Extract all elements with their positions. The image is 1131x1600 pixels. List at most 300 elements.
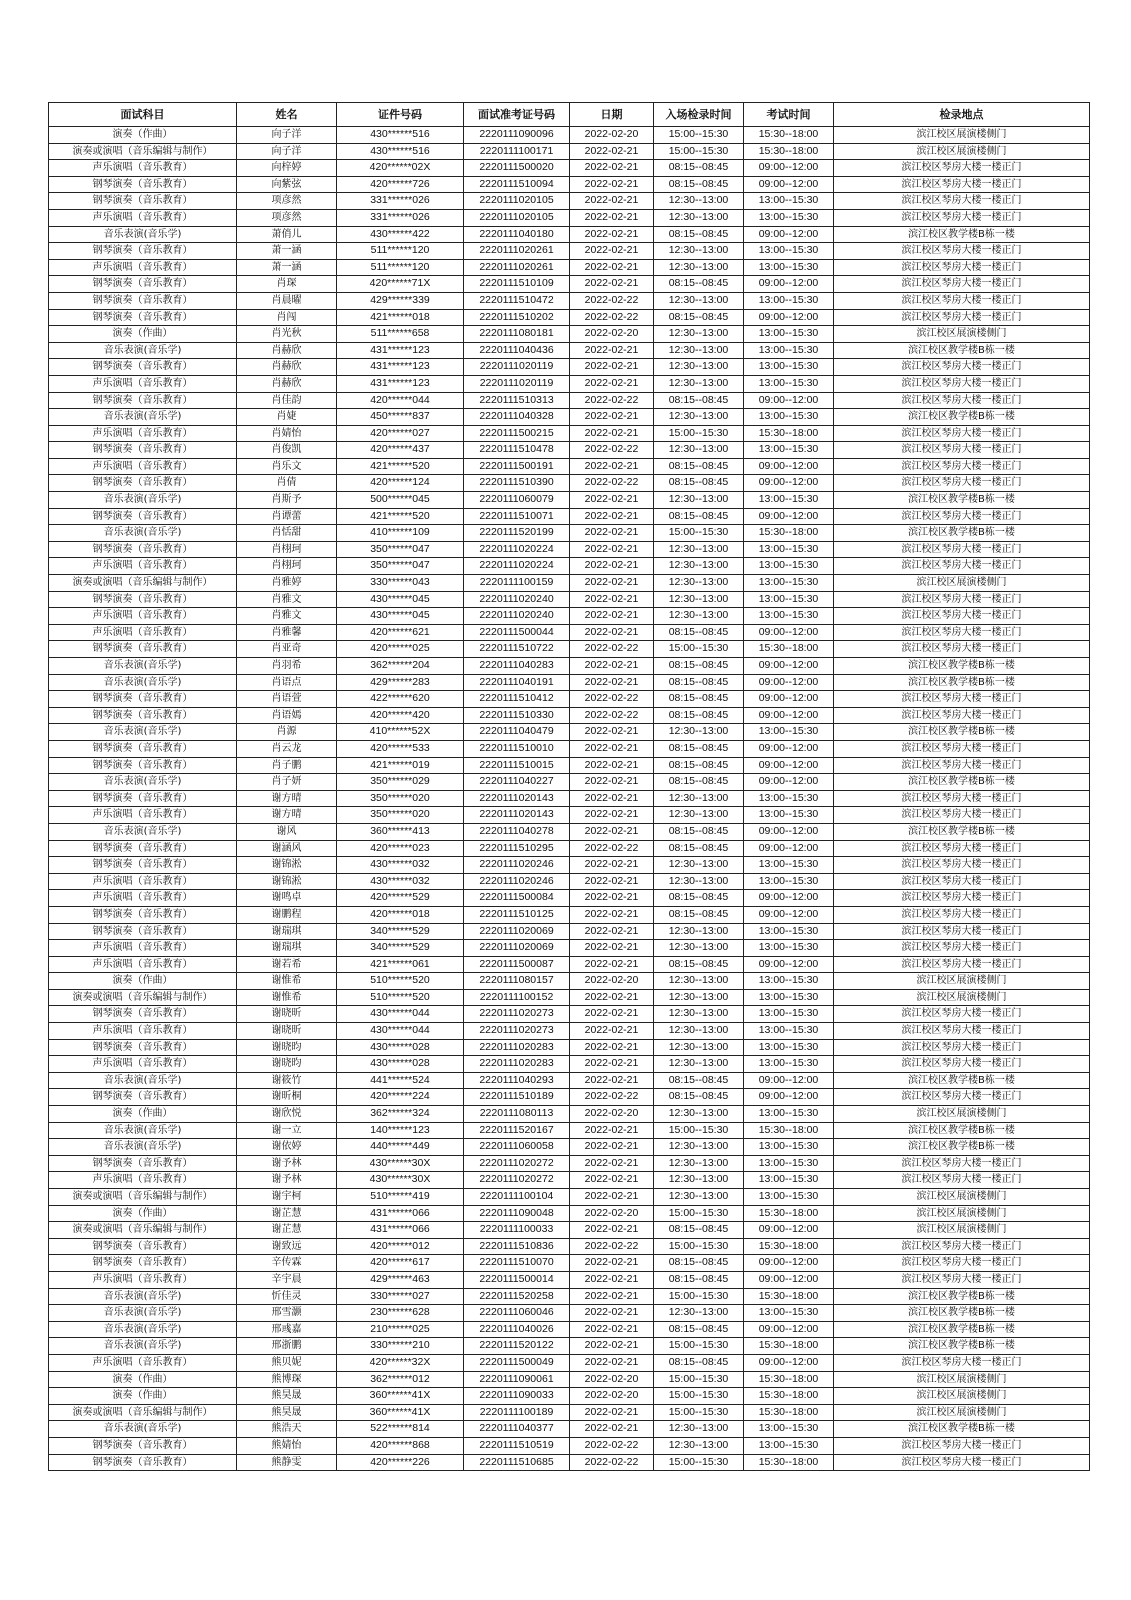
cell-subject: 声乐演唱（音乐教育） xyxy=(49,209,237,226)
table-row xyxy=(49,425,1090,442)
cell-subject: 钢琴演奏（音乐教育） xyxy=(49,176,237,193)
cell-checkin-time: 12:30--13:00 xyxy=(654,243,744,260)
cell-checkin-time: 08:15--08:45 xyxy=(654,906,744,923)
cell-name: 谢风 xyxy=(237,823,337,840)
table-row xyxy=(49,790,1090,807)
cell-ticket-number: 2220111080113 xyxy=(464,1106,570,1123)
cell-checkin-location: 滨江校区琴房大楼一楼正门 xyxy=(834,1089,1090,1106)
cell-checkin-time: 12:30--13:00 xyxy=(654,608,744,625)
cell-subject: 演奏（作曲） xyxy=(49,1106,237,1123)
cell-id-number: 421******061 xyxy=(337,956,464,973)
cell-subject: 钢琴演奏（音乐教育） xyxy=(49,292,237,309)
cell-checkin-time: 15:00--15:30 xyxy=(654,1238,744,1255)
cell-subject: 音乐表演(音乐学) xyxy=(49,674,237,691)
table-row xyxy=(49,575,1090,592)
cell-ticket-number: 2220111060058 xyxy=(464,1139,570,1156)
cell-exam-time: 09:00--12:00 xyxy=(744,956,834,973)
cell-checkin-time: 12:30--13:00 xyxy=(654,1437,744,1454)
cell-subject: 声乐演唱（音乐教育） xyxy=(49,160,237,177)
cell-checkin-time: 12:30--13:00 xyxy=(654,724,744,741)
cell-name: 谢瑞琪 xyxy=(237,923,337,940)
cell-ticket-number: 2220111100189 xyxy=(464,1404,570,1421)
cell-exam-time: 15:30--18:00 xyxy=(744,1404,834,1421)
table-row xyxy=(49,176,1090,193)
cell-exam-time: 13:00--15:30 xyxy=(744,193,834,210)
cell-id-number: 420******420 xyxy=(337,707,464,724)
cell-subject: 音乐表演(音乐学) xyxy=(49,774,237,791)
cell-date: 2022-02-21 xyxy=(570,724,654,741)
cell-ticket-number: 2220111020143 xyxy=(464,807,570,824)
cell-checkin-location: 滨江校区琴房大楼一楼正门 xyxy=(834,1155,1090,1172)
cell-name: 萧一涵 xyxy=(237,259,337,276)
cell-ticket-number: 2220111020224 xyxy=(464,541,570,558)
cell-ticket-number: 2220111510109 xyxy=(464,276,570,293)
cell-exam-time: 09:00--12:00 xyxy=(744,658,834,675)
table-row xyxy=(49,608,1090,625)
cell-exam-time: 13:00--15:30 xyxy=(744,1189,834,1206)
cell-ticket-number: 2220111020119 xyxy=(464,375,570,392)
cell-ticket-number: 2220111510836 xyxy=(464,1238,570,1255)
cell-name: 熊贝妮 xyxy=(237,1354,337,1371)
cell-subject: 钢琴演奏（音乐教育） xyxy=(49,691,237,708)
cell-checkin-location: 滨江校区琴房大楼一楼正门 xyxy=(834,707,1090,724)
cell-exam-time: 13:00--15:30 xyxy=(744,1056,834,1073)
cell-exam-time: 13:00--15:30 xyxy=(744,873,834,890)
cell-exam-time: 09:00--12:00 xyxy=(744,1255,834,1272)
cell-exam-time: 09:00--12:00 xyxy=(744,740,834,757)
cell-checkin-location: 滨江校区琴房大楼一楼正门 xyxy=(834,309,1090,326)
cell-checkin-time: 08:15--08:45 xyxy=(654,956,744,973)
cell-subject: 钢琴演奏（音乐教育） xyxy=(49,1006,237,1023)
cell-checkin-time: 12:30--13:00 xyxy=(654,209,744,226)
cell-date: 2022-02-21 xyxy=(570,757,654,774)
cell-date: 2022-02-22 xyxy=(570,1089,654,1106)
cell-exam-time: 09:00--12:00 xyxy=(744,757,834,774)
table-row xyxy=(49,193,1090,210)
table-row xyxy=(49,1023,1090,1040)
cell-subject: 声乐演唱（音乐教育） xyxy=(49,873,237,890)
cell-checkin-location: 滨江校区教学楼B栋一楼 xyxy=(834,823,1090,840)
cell-exam-time: 09:00--12:00 xyxy=(744,1321,834,1338)
cell-checkin-location: 滨江校区展演楼侧门 xyxy=(834,326,1090,343)
cell-ticket-number: 2220111100152 xyxy=(464,989,570,1006)
cell-date: 2022-02-22 xyxy=(570,707,654,724)
cell-name: 谢晓昕 xyxy=(237,1006,337,1023)
cell-id-number: 420******726 xyxy=(337,176,464,193)
cell-ticket-number: 2220111020240 xyxy=(464,608,570,625)
cell-name: 谢鹏程 xyxy=(237,906,337,923)
cell-ticket-number: 2220111510330 xyxy=(464,707,570,724)
cell-id-number: 430******032 xyxy=(337,857,464,874)
cell-checkin-time: 08:15--08:45 xyxy=(654,1354,744,1371)
table-row xyxy=(49,1106,1090,1123)
cell-subject: 声乐演唱（音乐教育） xyxy=(49,458,237,475)
cell-ticket-number: 2220111090033 xyxy=(464,1388,570,1405)
cell-checkin-time: 12:30--13:00 xyxy=(654,375,744,392)
cell-checkin-time: 12:30--13:00 xyxy=(654,1421,744,1438)
cell-id-number: 330******027 xyxy=(337,1288,464,1305)
cell-name: 肖雅婷 xyxy=(237,575,337,592)
cell-ticket-number: 2220111500020 xyxy=(464,160,570,177)
cell-ticket-number: 2220111100033 xyxy=(464,1222,570,1239)
cell-checkin-time: 12:30--13:00 xyxy=(654,326,744,343)
cell-subject: 钢琴演奏（音乐教育） xyxy=(49,857,237,874)
cell-checkin-location: 滨江校区琴房大楼一楼正门 xyxy=(834,176,1090,193)
cell-ticket-number: 2220111510202 xyxy=(464,309,570,326)
cell-id-number: 420******044 xyxy=(337,392,464,409)
cell-subject: 钢琴演奏（音乐教育） xyxy=(49,475,237,492)
cell-checkin-time: 15:00--15:30 xyxy=(654,1388,744,1405)
cell-date: 2022-02-22 xyxy=(570,442,654,459)
cell-subject: 钢琴演奏（音乐教育） xyxy=(49,359,237,376)
cell-ticket-number: 2220111520122 xyxy=(464,1338,570,1355)
cell-checkin-time: 15:00--15:30 xyxy=(654,525,744,542)
cell-checkin-time: 08:15--08:45 xyxy=(654,691,744,708)
cell-ticket-number: 2220111020261 xyxy=(464,243,570,260)
cell-name: 肖婧怡 xyxy=(237,425,337,442)
cell-id-number: 362******012 xyxy=(337,1371,464,1388)
cell-exam-time: 13:00--15:30 xyxy=(744,1006,834,1023)
cell-checkin-time: 15:00--15:30 xyxy=(654,1454,744,1471)
cell-date: 2022-02-21 xyxy=(570,558,654,575)
cell-id-number: 420******027 xyxy=(337,425,464,442)
cell-date: 2022-02-21 xyxy=(570,740,654,757)
cell-checkin-time: 08:15--08:45 xyxy=(654,840,744,857)
cell-date: 2022-02-21 xyxy=(570,243,654,260)
cell-checkin-time: 15:00--15:30 xyxy=(654,1122,744,1139)
cell-id-number: 420******529 xyxy=(337,890,464,907)
cell-date: 2022-02-21 xyxy=(570,890,654,907)
cell-ticket-number: 2220111500044 xyxy=(464,624,570,641)
cell-checkin-location: 滨江校区琴房大楼一楼正门 xyxy=(834,857,1090,874)
cell-checkin-time: 12:30--13:00 xyxy=(654,989,744,1006)
cell-name: 谢晓昀 xyxy=(237,1056,337,1073)
cell-ticket-number: 2220111510313 xyxy=(464,392,570,409)
cell-subject: 音乐表演(音乐学) xyxy=(49,525,237,542)
cell-name: 谢筱竹 xyxy=(237,1072,337,1089)
cell-subject: 钢琴演奏（音乐教育） xyxy=(49,740,237,757)
cell-checkin-time: 08:15--08:45 xyxy=(654,1255,744,1272)
cell-date: 2022-02-21 xyxy=(570,541,654,558)
cell-date: 2022-02-22 xyxy=(570,292,654,309)
cell-subject: 演奏（作曲） xyxy=(49,1371,237,1388)
cell-name: 谢方晴 xyxy=(237,807,337,824)
cell-exam-time: 13:00--15:30 xyxy=(744,1155,834,1172)
cell-name: 肖婕 xyxy=(237,409,337,426)
cell-id-number: 430******028 xyxy=(337,1056,464,1073)
cell-checkin-location: 滨江校区琴房大楼一楼正门 xyxy=(834,541,1090,558)
cell-name: 谢致远 xyxy=(237,1238,337,1255)
table-row xyxy=(49,873,1090,890)
table-row xyxy=(49,1255,1090,1272)
cell-checkin-time: 08:15--08:45 xyxy=(654,674,744,691)
cell-ticket-number: 2220111520167 xyxy=(464,1122,570,1139)
cell-checkin-time: 12:30--13:00 xyxy=(654,1039,744,1056)
cell-id-number: 210******025 xyxy=(337,1321,464,1338)
cell-checkin-location: 滨江校区琴房大楼一楼正门 xyxy=(834,1271,1090,1288)
cell-name: 肖栩珂 xyxy=(237,558,337,575)
cell-name: 肖晨曜 xyxy=(237,292,337,309)
cell-checkin-location: 滨江校区琴房大楼一楼正门 xyxy=(834,1454,1090,1471)
table-row xyxy=(49,989,1090,1006)
cell-checkin-location: 滨江校区琴房大楼一楼正门 xyxy=(834,923,1090,940)
table-row xyxy=(49,1421,1090,1438)
table-row xyxy=(49,259,1090,276)
cell-checkin-time: 15:00--15:30 xyxy=(654,143,744,160)
cell-checkin-time: 08:15--08:45 xyxy=(654,508,744,525)
cell-name: 肖雅文 xyxy=(237,608,337,625)
cell-id-number: 360******413 xyxy=(337,823,464,840)
cell-subject: 演奏（作曲） xyxy=(49,127,237,144)
cell-checkin-location: 滨江校区琴房大楼一楼正门 xyxy=(834,1023,1090,1040)
cell-date: 2022-02-21 xyxy=(570,1172,654,1189)
table-row xyxy=(49,309,1090,326)
cell-subject: 音乐表演(音乐学) xyxy=(49,1421,237,1438)
cell-ticket-number: 2220111040227 xyxy=(464,774,570,791)
cell-name: 肖光秋 xyxy=(237,326,337,343)
cell-ticket-number: 2220111040180 xyxy=(464,226,570,243)
cell-checkin-time: 12:30--13:00 xyxy=(654,558,744,575)
cell-subject: 声乐演唱（音乐教育） xyxy=(49,1172,237,1189)
cell-id-number: 350******047 xyxy=(337,541,464,558)
cell-date: 2022-02-21 xyxy=(570,492,654,509)
cell-subject: 钢琴演奏（音乐教育） xyxy=(49,757,237,774)
cell-subject: 钢琴演奏（音乐教育） xyxy=(49,1255,237,1272)
cell-subject: 音乐表演(音乐学) xyxy=(49,492,237,509)
cell-name: 肖雅文 xyxy=(237,591,337,608)
cell-date: 2022-02-20 xyxy=(570,1388,654,1405)
cell-checkin-time: 15:00--15:30 xyxy=(654,1371,744,1388)
cell-checkin-location: 滨江校区琴房大楼一楼正门 xyxy=(834,558,1090,575)
cell-subject: 钢琴演奏（音乐教育） xyxy=(49,508,237,525)
cell-id-number: 420******437 xyxy=(337,442,464,459)
cell-checkin-location: 滨江校区教学楼B栋一楼 xyxy=(834,674,1090,691)
table-row xyxy=(49,342,1090,359)
cell-subject: 音乐表演(音乐学) xyxy=(49,1305,237,1322)
cell-checkin-time: 12:30--13:00 xyxy=(654,1023,744,1040)
cell-exam-time: 13:00--15:30 xyxy=(744,541,834,558)
cell-id-number: 420******02X xyxy=(337,160,464,177)
table-row xyxy=(49,591,1090,608)
cell-date: 2022-02-21 xyxy=(570,790,654,807)
cell-ticket-number: 2220111510125 xyxy=(464,906,570,923)
cell-name: 肖佳韵 xyxy=(237,392,337,409)
cell-id-number: 350******020 xyxy=(337,807,464,824)
cell-checkin-time: 08:15--08:45 xyxy=(654,774,744,791)
table-row xyxy=(49,823,1090,840)
header-date: 日期 xyxy=(570,103,654,127)
cell-checkin-time: 08:15--08:45 xyxy=(654,226,744,243)
cell-ticket-number: 2220111060046 xyxy=(464,1305,570,1322)
cell-name: 谢若希 xyxy=(237,956,337,973)
cell-name: 肖赫欣 xyxy=(237,342,337,359)
cell-checkin-location: 滨江校区琴房大楼一楼正门 xyxy=(834,641,1090,658)
cell-exam-time: 15:30--18:00 xyxy=(744,641,834,658)
cell-id-number: 510******520 xyxy=(337,973,464,990)
header-ticket-number: 面试准考证号码 xyxy=(464,103,570,127)
cell-subject: 钢琴演奏（音乐教育） xyxy=(49,923,237,940)
table-row xyxy=(49,1371,1090,1388)
cell-checkin-time: 15:00--15:30 xyxy=(654,1288,744,1305)
cell-checkin-location: 滨江校区琴房大楼一楼正门 xyxy=(834,1056,1090,1073)
cell-subject: 钢琴演奏（音乐教育） xyxy=(49,1454,237,1471)
cell-checkin-location: 滨江校区琴房大楼一楼正门 xyxy=(834,1255,1090,1272)
cell-exam-time: 13:00--15:30 xyxy=(744,1421,834,1438)
cell-id-number: 429******463 xyxy=(337,1271,464,1288)
cell-checkin-location: 滨江校区琴房大楼一楼正门 xyxy=(834,1039,1090,1056)
cell-id-number: 420******124 xyxy=(337,475,464,492)
cell-id-number: 420******32X xyxy=(337,1354,464,1371)
cell-date: 2022-02-22 xyxy=(570,691,654,708)
cell-exam-time: 15:30--18:00 xyxy=(744,143,834,160)
cell-exam-time: 15:30--18:00 xyxy=(744,127,834,144)
cell-subject: 音乐表演(音乐学) xyxy=(49,1321,237,1338)
cell-id-number: 340******529 xyxy=(337,923,464,940)
cell-id-number: 420******617 xyxy=(337,1255,464,1272)
cell-checkin-location: 滨江校区琴房大楼一楼正门 xyxy=(834,442,1090,459)
cell-date: 2022-02-21 xyxy=(570,143,654,160)
cell-date: 2022-02-21 xyxy=(570,1354,654,1371)
table-row xyxy=(49,1155,1090,1172)
cell-checkin-time: 08:15--08:45 xyxy=(654,1321,744,1338)
cell-checkin-time: 15:00--15:30 xyxy=(654,1338,744,1355)
cell-checkin-location: 滨江校区教学楼B栋一楼 xyxy=(834,492,1090,509)
cell-checkin-location: 滨江校区教学楼B栋一楼 xyxy=(834,342,1090,359)
table-row xyxy=(49,442,1090,459)
exam-schedule-table xyxy=(48,102,1090,1471)
cell-exam-time: 13:00--15:30 xyxy=(744,1106,834,1123)
cell-exam-time: 13:00--15:30 xyxy=(744,442,834,459)
cell-checkin-location: 滨江校区教学楼B栋一楼 xyxy=(834,1139,1090,1156)
cell-checkin-time: 12:30--13:00 xyxy=(654,790,744,807)
cell-exam-time: 13:00--15:30 xyxy=(744,1023,834,1040)
cell-subject: 演奏或演唱（音乐编辑与制作） xyxy=(49,1189,237,1206)
cell-subject: 钢琴演奏（音乐教育） xyxy=(49,1089,237,1106)
cell-subject: 演奏或演唱（音乐编辑与制作） xyxy=(49,989,237,1006)
cell-checkin-time: 12:30--13:00 xyxy=(654,1305,744,1322)
cell-ticket-number: 2220111510189 xyxy=(464,1089,570,1106)
cell-name: 谢锦淞 xyxy=(237,873,337,890)
cell-date: 2022-02-21 xyxy=(570,359,654,376)
cell-subject: 钢琴演奏（音乐教育） xyxy=(49,906,237,923)
table-row xyxy=(49,1122,1090,1139)
cell-subject: 演奏或演唱（音乐编辑与制作） xyxy=(49,1222,237,1239)
cell-subject: 钢琴演奏（音乐教育） xyxy=(49,442,237,459)
cell-ticket-number: 2220111020273 xyxy=(464,1006,570,1023)
table-row xyxy=(49,691,1090,708)
table-row xyxy=(49,1072,1090,1089)
cell-id-number: 330******210 xyxy=(337,1338,464,1355)
cell-subject: 声乐演唱（音乐教育） xyxy=(49,807,237,824)
cell-name: 向梓婷 xyxy=(237,160,337,177)
cell-subject: 声乐演唱（音乐教育） xyxy=(49,1023,237,1040)
cell-date: 2022-02-21 xyxy=(570,375,654,392)
cell-subject: 钢琴演奏（音乐教育） xyxy=(49,1238,237,1255)
cell-date: 2022-02-21 xyxy=(570,923,654,940)
cell-subject: 声乐演唱（音乐教育） xyxy=(49,1056,237,1073)
cell-checkin-location: 滨江校区展演楼侧门 xyxy=(834,1371,1090,1388)
cell-subject: 钢琴演奏（音乐教育） xyxy=(49,309,237,326)
cell-checkin-location: 滨江校区展演楼侧门 xyxy=(834,1189,1090,1206)
cell-exam-time: 09:00--12:00 xyxy=(744,1354,834,1371)
cell-checkin-location: 滨江校区展演楼侧门 xyxy=(834,989,1090,1006)
cell-checkin-location: 滨江校区琴房大楼一楼正门 xyxy=(834,193,1090,210)
cell-ticket-number: 2220111500191 xyxy=(464,458,570,475)
cell-name: 忻佳灵 xyxy=(237,1288,337,1305)
cell-checkin-time: 08:15--08:45 xyxy=(654,176,744,193)
cell-name: 肖亚奇 xyxy=(237,641,337,658)
cell-date: 2022-02-21 xyxy=(570,608,654,625)
cell-checkin-location: 滨江校区琴房大楼一楼正门 xyxy=(834,873,1090,890)
cell-name: 谢宇柯 xyxy=(237,1189,337,1206)
cell-checkin-time: 12:30--13:00 xyxy=(654,940,744,957)
table-row xyxy=(49,1089,1090,1106)
table-row xyxy=(49,890,1090,907)
cell-ticket-number: 2220111500049 xyxy=(464,1354,570,1371)
table-row xyxy=(49,143,1090,160)
cell-checkin-location: 滨江校区琴房大楼一楼正门 xyxy=(834,458,1090,475)
cell-checkin-time: 12:30--13:00 xyxy=(654,342,744,359)
cell-subject: 声乐演唱（音乐教育） xyxy=(49,956,237,973)
table-row xyxy=(49,541,1090,558)
cell-subject: 音乐表演(音乐学) xyxy=(49,1338,237,1355)
table-row xyxy=(49,458,1090,475)
cell-subject: 音乐表演(音乐学) xyxy=(49,1139,237,1156)
cell-checkin-time: 12:30--13:00 xyxy=(654,492,744,509)
table-row xyxy=(49,674,1090,691)
table-row xyxy=(49,807,1090,824)
cell-name: 肖赫欣 xyxy=(237,359,337,376)
cell-id-number: 430******045 xyxy=(337,591,464,608)
cell-checkin-location: 滨江校区展演楼侧门 xyxy=(834,1222,1090,1239)
cell-ticket-number: 2220111510685 xyxy=(464,1454,570,1471)
cell-date: 2022-02-21 xyxy=(570,956,654,973)
cell-ticket-number: 2220111510070 xyxy=(464,1255,570,1272)
cell-checkin-location: 滨江校区琴房大楼一楼正门 xyxy=(834,807,1090,824)
table-row xyxy=(49,906,1090,923)
cell-id-number: 420******621 xyxy=(337,624,464,641)
cell-id-number: 511******658 xyxy=(337,326,464,343)
cell-subject: 钢琴演奏（音乐教育） xyxy=(49,641,237,658)
cell-name: 谢予林 xyxy=(237,1172,337,1189)
cell-checkin-time: 12:30--13:00 xyxy=(654,1006,744,1023)
cell-date: 2022-02-22 xyxy=(570,475,654,492)
cell-checkin-time: 08:15--08:45 xyxy=(654,1089,744,1106)
cell-ticket-number: 2220111510071 xyxy=(464,508,570,525)
cell-checkin-time: 08:15--08:45 xyxy=(654,1072,744,1089)
cell-checkin-time: 12:30--13:00 xyxy=(654,1172,744,1189)
cell-ticket-number: 2220111040377 xyxy=(464,1421,570,1438)
cell-name: 肖栩珂 xyxy=(237,541,337,558)
cell-exam-time: 13:00--15:30 xyxy=(744,492,834,509)
cell-date: 2022-02-21 xyxy=(570,857,654,874)
cell-exam-time: 15:30--18:00 xyxy=(744,1205,834,1222)
table-row xyxy=(49,1189,1090,1206)
cell-name: 邢雪灏 xyxy=(237,1305,337,1322)
cell-subject: 声乐演唱（音乐教育） xyxy=(49,425,237,442)
cell-checkin-location: 滨江校区琴房大楼一楼正门 xyxy=(834,1006,1090,1023)
cell-subject: 音乐表演(音乐学) xyxy=(49,342,237,359)
cell-name: 谢鸣卓 xyxy=(237,890,337,907)
cell-date: 2022-02-21 xyxy=(570,1255,654,1272)
cell-name: 项彦然 xyxy=(237,193,337,210)
cell-id-number: 420******226 xyxy=(337,1454,464,1471)
table-row xyxy=(49,276,1090,293)
cell-id-number: 420******023 xyxy=(337,840,464,857)
cell-checkin-location: 滨江校区琴房大楼一楼正门 xyxy=(834,292,1090,309)
cell-subject: 钢琴演奏（音乐教育） xyxy=(49,591,237,608)
cell-id-number: 510******419 xyxy=(337,1189,464,1206)
